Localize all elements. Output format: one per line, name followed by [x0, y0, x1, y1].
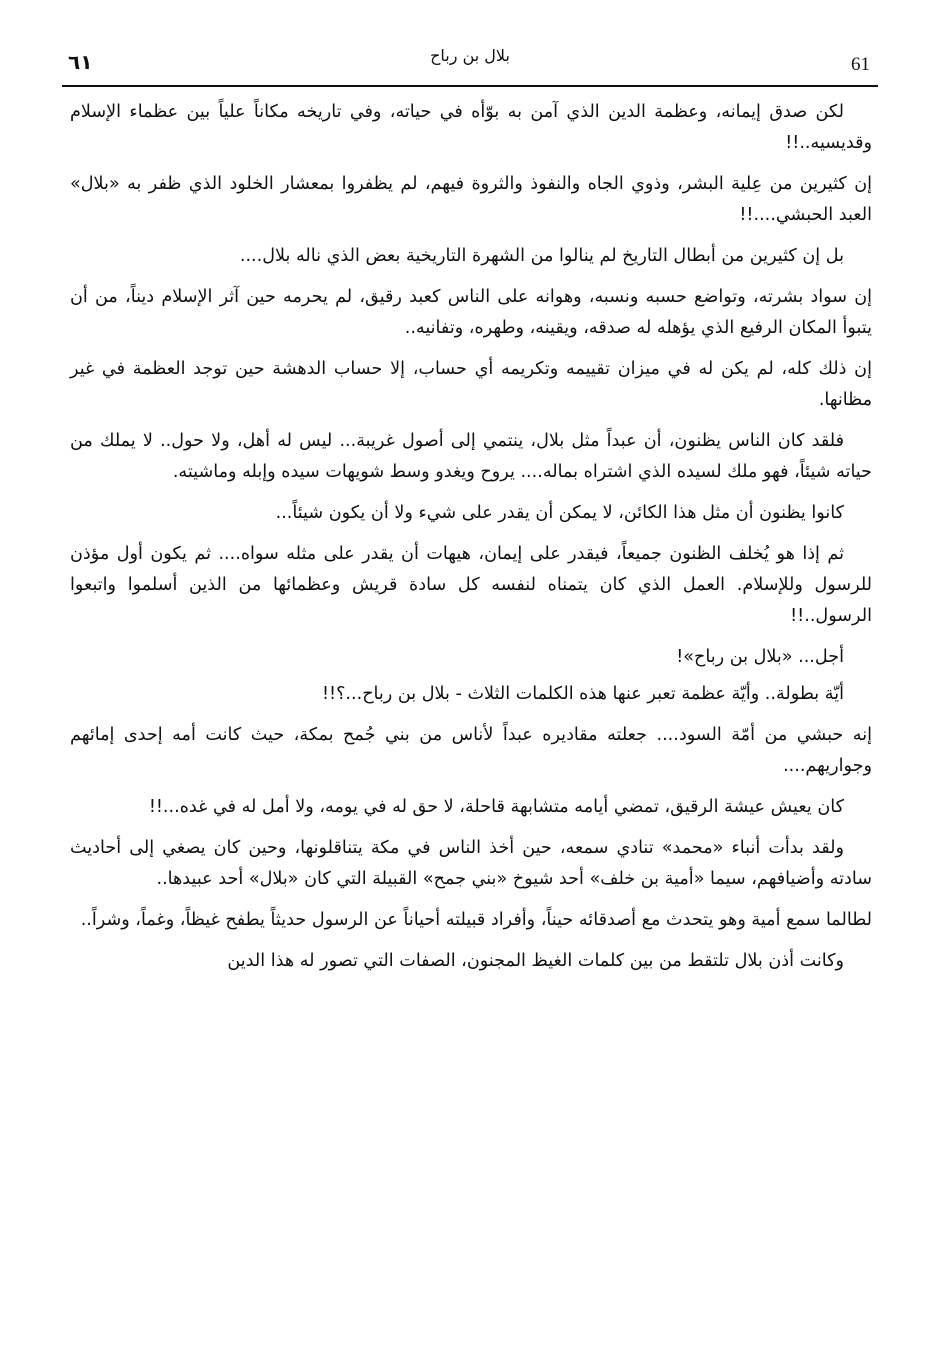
header-divider — [62, 85, 878, 87]
paragraph: لطالما سمع أمية وهو يتحدث مع أصدقائه حيناً، وأفراد قبيلته أحياناً عن الرسول حديثاً يطفح غيظاً، وغماً، وشراً.. — [80, 910, 872, 930]
paragraph: كان يعيش عيشة الرقيق، تمضي أيامه متشابهة قاحلة، لا حق له في يومه، ولا أمل له في غده...!! — [148, 797, 844, 817]
paragraph: أجل... «بلال بن رباح»! — [676, 647, 844, 667]
page-body — [70, 97, 872, 987]
running-title: بلال بن رباح — [430, 46, 510, 65]
paragraph: فلقد كان الناس يظنون، أن عبداً مثل بلال، ينتمي إلى أصول غريبة... ليس له أهل، ولا حول.. لا يملك من حياته شيئاً، فهو ملك لسيده الذي اشتراه بماله.... يروح ويغدو وسط شويهات سيده وإبله وماشيته. — [70, 431, 872, 482]
page-number-latin: 61 — [851, 54, 870, 75]
page-number-arabic: ٦١ — [68, 50, 93, 74]
paragraph: إنه حبشي من أمّة السود.... جعلته مقاديره عبداً لأناس من بني جُمح بمكة، حيث كانت أمه إحدى إمائهم وجواريهم.... — [70, 725, 872, 776]
paragraph: إن سواد بشرته، وتواضع حسبه ونسبه، وهوانه على الناس كعبد رقيق، لم يحرمه حين آثر الإسلام ديناً، من أن يتبوأ المكان الرفيع الذي يؤهله له صدقه، ويقينه، وطهره، وتفانيه.. — [70, 287, 872, 338]
paragraph: إن كثيرين من عِلية البشر، وذوي الجاه والنفوذ والثروة فيهم، لم يظفروا بمعشار الخلود الذي ظفر به «بلال» العبد الحبشي....!! — [70, 174, 872, 225]
paragraph: أيّة بطولة.. وأيّة عظمة تعبر عنها هذه الكلمات الثلاث - بلال بن رباح...؟!! — [321, 684, 844, 704]
paragraph: كانوا يظنون أن مثل هذا الكائن، لا يمكن أن يقدر على شيء ولا أن يكون شيئاً... — [275, 503, 844, 523]
paragraph: وكانت أذن بلال تلتقط من بين كلمات الغيظ المجنون، الصفات التي تصور له هذا الدين — [227, 951, 844, 971]
paragraph: بل إن كثيرين من أبطال التاريخ لم ينالوا من الشهرة التاريخية بعض الذي ناله بلال.... — [239, 246, 844, 266]
page-header — [62, 40, 878, 80]
paragraph: لكن صدق إيمانه، وعظمة الدين الذي آمن به بوّأه في حياته، وفي تاريخه مكاناً علياً بين عظماء الإسلام وقديسيه..!! — [70, 102, 872, 153]
paragraph: ثم إذا هو يُخلف الظنون جميعاً، فيقدر على إيمان، هيهات أن يقدر على مثله سواه.... ثم يكون أول مؤذن للرسول وللإسلام. العمل الذي كان يتمناه لنفسه كل سادة قريش وعظمائها من الذين أسلموا واتبعوا الرسول..!! — [70, 544, 872, 626]
paragraph: ولقد بدأت أنباء «محمد» تنادي سمعه، حين أخذ الناس في مكة يتناقلونها، وحين كان يصغي إلى أحاديث سادته وأضيافهم، سيما «أمية بن خلف» أحد شيوخ «بني جمح» القبيلة التي كان «بلال» أحد عبيدها.. — [70, 838, 872, 889]
paragraph: إن ذلك كله، لم يكن له في ميزان تقييمه وتكريمه أي حساب، إلا حساب الدهشة حين توجد العظمة في غير مظانها. — [70, 359, 872, 410]
